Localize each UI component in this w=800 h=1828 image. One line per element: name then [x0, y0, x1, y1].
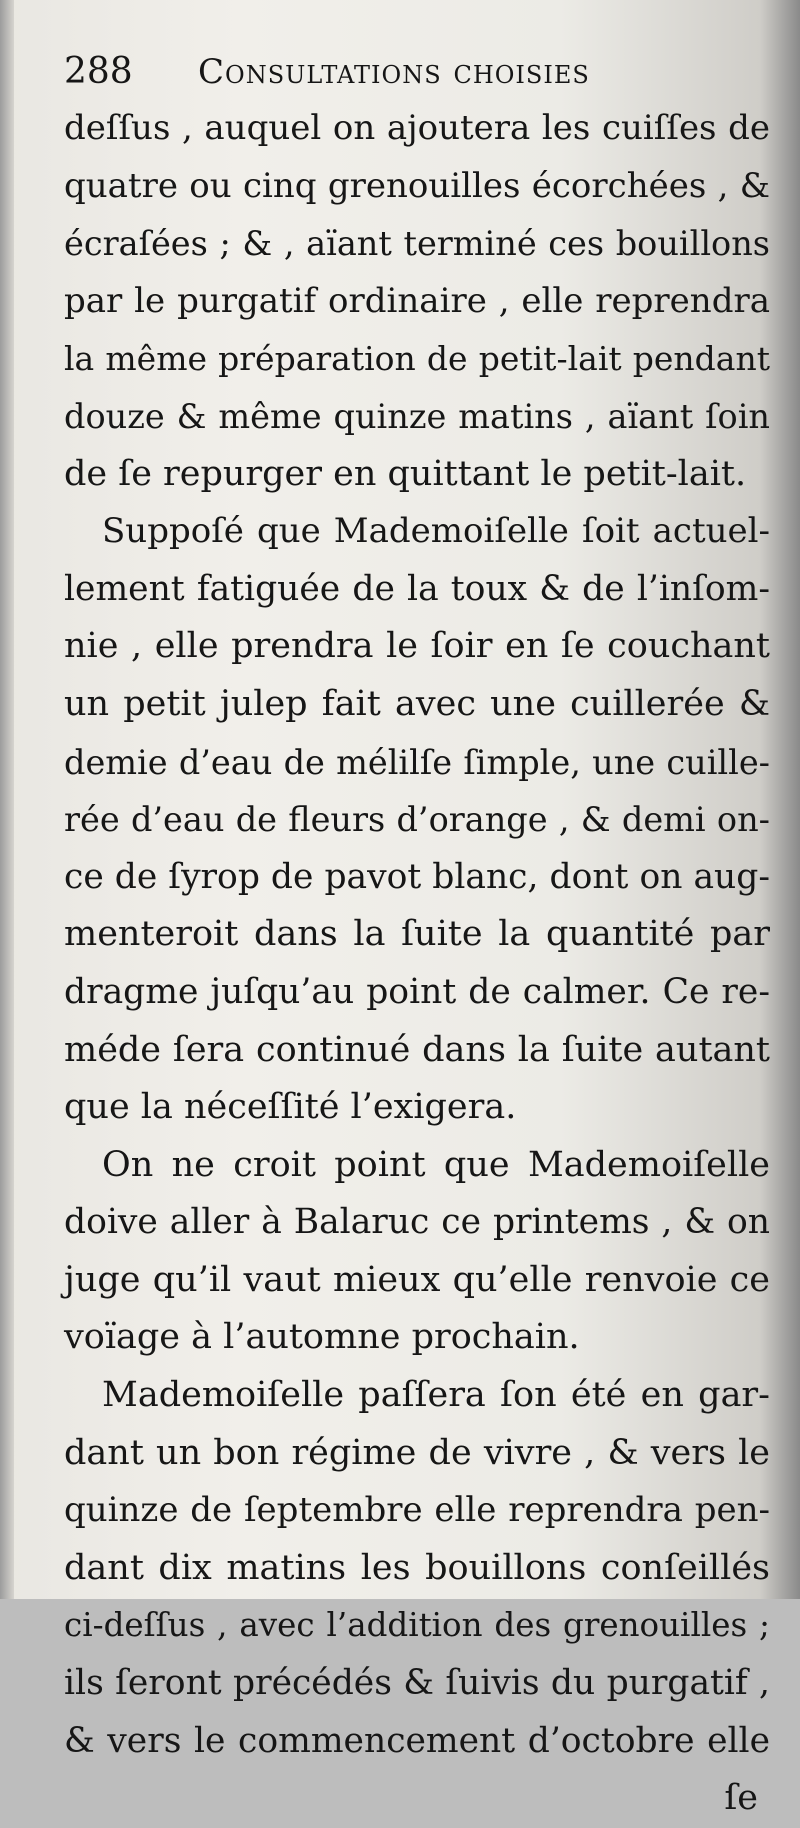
text-line: doive aller à Balaruc ce printems , & on [64, 1202, 770, 1243]
text-line: & vers le commencement d’octobre elle [64, 1720, 770, 1761]
text-line: nie , elle prendra le ſoir en ſe couchant [64, 626, 770, 667]
text-line: de ſe repurger en quittant le petit-lait. [64, 453, 747, 494]
page-header [64, 44, 770, 100]
text-line: Suppoſé que Mademoiſelle ſoit actuel- [102, 511, 770, 552]
page-gutter-shadow [0, 0, 14, 1599]
catchword: ſe [724, 1778, 758, 1819]
text-line: deſſus , auquel on ajoutera les cuiſſes de [64, 108, 770, 148]
text-line: voïage à l’automne prochain. [64, 1317, 580, 1358]
text-line: un petit julep fait avec une cuillerée & [64, 683, 770, 724]
text-line: On ne croit point que Mademoiſelle [102, 1144, 770, 1185]
text-line: ce de ſyrop de pavot blanc, dont on aug- [64, 856, 770, 897]
text-line: rée d’eau de fleurs d’orange , & demi on- [64, 800, 770, 840]
text-line: Mademoiſelle paſſera ſon été en gar- [102, 1375, 770, 1416]
text-line: que la néceſſité l’exigera. [64, 1087, 517, 1128]
text-line: douze & même quinze matins , aïant ſoin [64, 396, 770, 436]
text-line: par le purgatif ordinaire , elle reprendra [64, 280, 770, 321]
text-line: quinze de ſeptembre elle reprendra pen- [64, 1490, 770, 1531]
text-line: menteroit dans la ſuite la quantité par [64, 914, 770, 955]
body-text [64, 100, 770, 1770]
text-line: dant dix matins les bouillons conſeillés [64, 1547, 770, 1588]
text-line: quatre ou cinq grenouilles écorchées , & [64, 165, 770, 206]
text-line: dant un bon régime de vivre , & vers le [64, 1432, 770, 1473]
text-line: méde ſera continué dans la ſuite autant [64, 1029, 770, 1070]
text-line: écraſées ; & , aïant terminé ces bouillons [64, 224, 770, 264]
text-line: juge qu’il vaut mieux qu’elle renvoie ce [64, 1259, 770, 1300]
page-number: 288 [64, 51, 133, 92]
text-line: lement fatiguée de la toux & de l’inſom- [64, 568, 770, 609]
text-line: demie d’eau de mélilſe ſimple, une cuille- [64, 742, 770, 782]
text-line: dragme juſqu’au point de calmer. Ce re- [64, 971, 770, 1012]
text-line: la même préparation de petit-lait pendant [64, 339, 770, 379]
text-line: ci-deſſus , avec l’addition des grenouilles ; [64, 1606, 770, 1645]
text-line: ils ſeront précédés & ſuivis du purgatif , [64, 1663, 770, 1704]
running-head: Consultations choisies [198, 52, 590, 92]
